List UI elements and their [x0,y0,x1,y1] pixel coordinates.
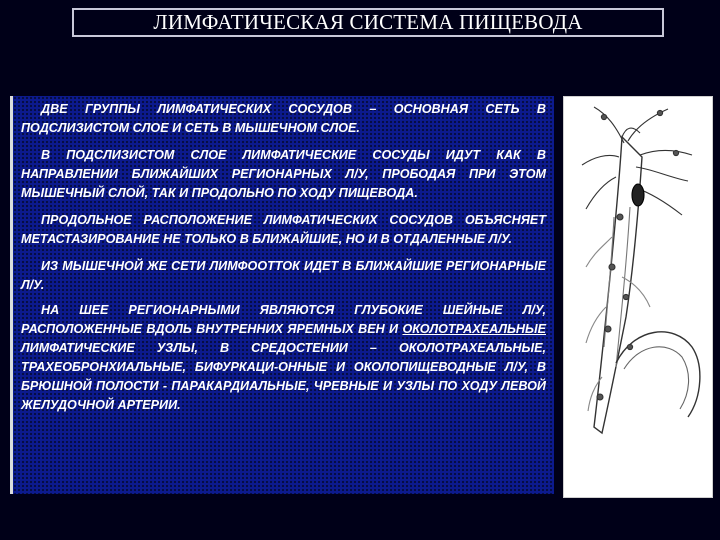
text-box [10,96,554,494]
paragraph-5-part2: ЛИМФАТИЧЕСКИЕ УЗЛЫ, В СРЕДОСТЕНИИ – ОКОЛОТРАХЕАЛЬНЫЕ, ТРАХЕОБРОНХИАЛЬНЫЕ, БИФУРКАЦИ-ОННЫЕ И ОКОЛОПИЩЕВОДНЫЕ Л/У, В БРЮШНОЙ ПОЛОСТИ - ПАРАКАРДИАЛЬНЫЕ, ЧРЕВНЫЕ И УЗЛЫ ПО ХОДУ ЛЕВОЙ ЖЕЛУДОЧНОЙ АРТЕРИИ. [21,341,546,412]
paragraph-5 [21,301,546,415]
slide-title: ЛИМФАТИЧЕСКАЯ СИСТЕМА ПИЩЕВОДА [72,8,664,37]
paragraph-5-part1: НА ШЕЕ РЕГИОНАРНЫМИ ЯВЛЯЮТСЯ ГЛУБОКИЕ ШЕЙНЫЕ Л/У, РАСПОЛОЖЕННЫЕ ВДОЛЬ ВНУТРЕННИХ ЯРЕМНЫХ ВЕН И [21,303,546,336]
paragraph-3: ПРОДОЛЬНОЕ РАСПОЛОЖЕНИЕ ЛИМФАТИЧЕСКИХ СОСУДОВ ОБЪЯСНЯЕТ МЕТАСТАЗИРОВАНИЕ НЕ ТОЛЬКО В БЛИЖАЙШИЕ, НО И В ОТДАЛЕННЫЕ Л/У. [21,213,546,246]
paragraph-5-underlined: ОКОЛОТРАХЕАЛЬНЫЕ [402,322,546,336]
paragraph-4: ИЗ МЫШЕЧНОЙ ЖЕ СЕТИ ЛИМФООТТОК ИДЕТ В БЛИЖАЙШИЕ РЕГИОНАРНЫЕ Л/У. [21,259,546,292]
paragraph-2: В ПОДСЛИЗИСТОМ СЛОЕ ЛИМФАТИЧЕСКИЕ СОСУДЫ ИДУТ КАК В НАПРАВЛЕНИИ БЛИЖАЙШИХ РЕГИОНАРНЫХ Л/У, ПРОБОДАЯ ПРИ ЭТОМ МЫШЕЧНЫЙ СЛОЙ, ТАК И ПРОДОЛЬНО ПО ХОДУ ПИЩЕВОДА. [21,148,546,200]
paragraph-1: ДВЕ ГРУППЫ ЛИМФАТИЧЕСКИХ СОСУДОВ – ОСНОВНАЯ СЕТЬ В ПОДСЛИЗИСТОМ СЛОЕ И СЕТЬ В МЫШЕЧНОМ СЛОЕ. [21,102,546,135]
esophagus-illustration-panel [563,96,713,498]
esophagus-lymphatics-drawing [564,97,712,497]
